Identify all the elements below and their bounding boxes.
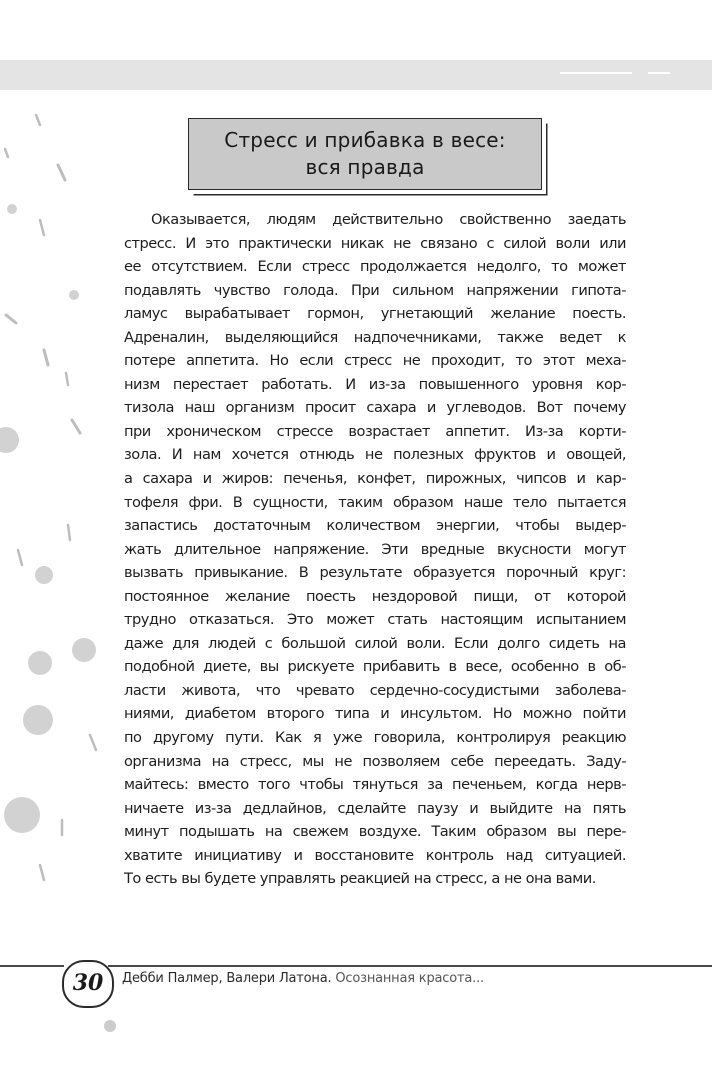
body-paragraph bbox=[124, 208, 626, 891]
footer-authors: Дебби Палмер, Валери Латона. bbox=[122, 971, 332, 986]
page-number-badge bbox=[62, 960, 114, 1008]
text-line: по другому пути. Как я уже говорила, контролируя реакцию bbox=[124, 729, 626, 747]
text-line: подавлять чувство голода. При сильном напряжении гипота- bbox=[124, 281, 626, 299]
text-line: при хроническом стрессе возрастает аппетит. Из-за корти- bbox=[124, 422, 626, 440]
text-line: трудно отказаться. Это может стать настоящим испытанием bbox=[124, 611, 626, 629]
text-line: ее отсутствием. Если стресс продолжается недолго, то может bbox=[124, 258, 626, 276]
footer-rule-right bbox=[108, 965, 712, 967]
text-line: Адреналин, выделяющийся надпочечниками, также ведет к bbox=[124, 328, 626, 346]
decorative-dot bbox=[104, 1020, 116, 1032]
text-line: а сахара и жиров: печенья, конфет, пирожных, чипсов и кар- bbox=[124, 470, 626, 488]
header-band-stripe bbox=[648, 72, 670, 74]
text-line: низм перестает работать. И из-за повышенного уровня кор- bbox=[124, 375, 626, 393]
section-title-line-2: вся правда bbox=[305, 155, 425, 179]
page-number: 30 bbox=[72, 970, 104, 996]
decorative-confetti bbox=[0, 95, 130, 1080]
text-line: подобной диете, вы рискуете прибавить в весе, особенно в об- bbox=[124, 658, 626, 676]
text-line: вызвать привыкание. В результате образуется порочный круг: bbox=[124, 564, 626, 582]
text-line: минут подышать на свежем воздухе. Таким образом вы пере- bbox=[124, 823, 626, 841]
running-footer bbox=[122, 971, 484, 986]
top-header-band bbox=[0, 60, 712, 90]
footer-rule-left bbox=[0, 965, 64, 967]
footer-book-title: Осознанная красота... bbox=[335, 971, 484, 986]
text-line: тизола наш организм просит сахара и углеводов. Вот почему bbox=[124, 399, 626, 417]
text-line: ламус вырабатывает гормон, угнетающий желание поесть. bbox=[124, 305, 626, 323]
section-title-line-1: Стресс и прибавка в весе: bbox=[224, 128, 506, 152]
text-line: То есть вы будете управлять реакцией на стресс, а не она вами. bbox=[124, 870, 596, 888]
text-line: даже для людей с большой силой воли. Если долго сидеть на bbox=[124, 634, 626, 652]
text-line: Оказывается, людям действительно свойственно заедать bbox=[151, 211, 626, 228]
text-line: ласти живота, что чревато сердечно-сосудистыми заболева- bbox=[124, 681, 626, 699]
text-line: ничаете из-за дедлайнов, сделайте паузу и выйдите на пять bbox=[124, 799, 626, 817]
text-line: запастись достаточным количеством энергии, чтобы выдер- bbox=[124, 517, 626, 535]
text-line: потере аппетита. Но если стресс не проходит, то этот меха- bbox=[124, 352, 626, 370]
section-title-box bbox=[188, 118, 542, 190]
text-line: хватите инициативу и восстановите контроль над ситуацией. bbox=[124, 846, 626, 864]
text-line: зола. И нам хочется отнюдь не полезных фруктов и овощей, bbox=[124, 446, 626, 464]
text-line: стресс. И это практически никак не связано с силой воли или bbox=[124, 234, 626, 252]
text-line: майтесь: вместо того чтобы тянуться за печеньем, когда нерв- bbox=[124, 776, 626, 794]
text-line: ниями, диабетом второго типа и инсультом. Но можно пойти bbox=[124, 705, 626, 723]
header-band-stripe bbox=[560, 72, 632, 74]
text-line: постоянное желание поесть нездоровой пищи, от которой bbox=[124, 587, 626, 605]
text-line: тофеля фри. В сущности, таким образом наше тело пытается bbox=[124, 493, 626, 511]
text-line: жать длительное напряжение. Эти вредные вкусности могут bbox=[124, 540, 626, 558]
text-line: организма на стресс, мы не позволяем себе переедать. Заду- bbox=[124, 752, 626, 770]
